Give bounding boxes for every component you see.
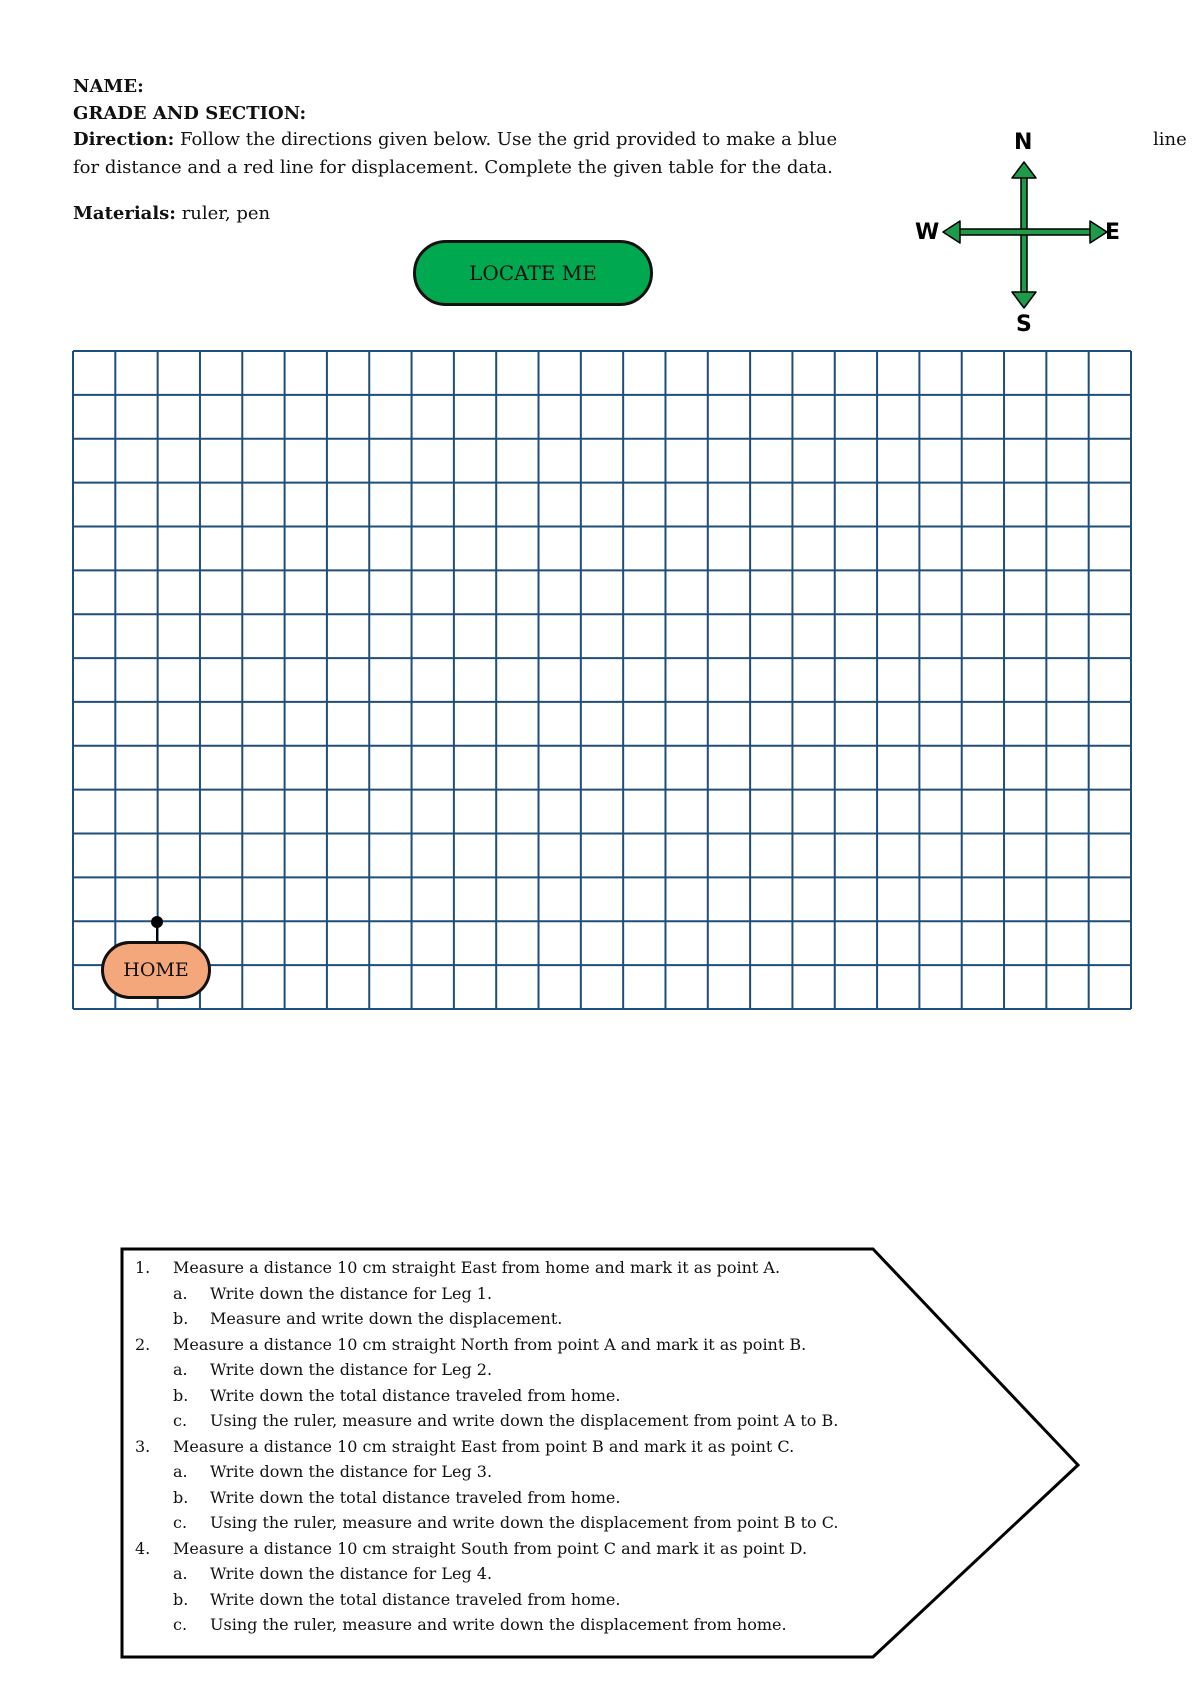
substep-letter: c. [173, 1615, 188, 1634]
direction-label: Direction: [73, 129, 175, 150]
substep-text: Write down the distance for Leg 3. [210, 1462, 493, 1481]
instruction-step [135, 1434, 895, 1460]
substep-letter: a. [173, 1360, 188, 1379]
grade-section-label: GRADE AND SECTION: [73, 103, 307, 124]
instruction-substep [135, 1459, 895, 1485]
substep-letter: c. [173, 1513, 188, 1532]
east-label: E [1105, 220, 1121, 245]
home-connector-line [156, 926, 158, 941]
substep-text: Using the ruler, measure and write down the displacement from home. [210, 1615, 787, 1634]
name-label: NAME: [73, 76, 144, 97]
west-label: W [915, 220, 940, 245]
instruction-substep [135, 1281, 895, 1307]
substep-letter: b. [173, 1487, 189, 1507]
substep-text: Write down the distance for Leg 1. [210, 1283, 493, 1303]
substep-text: Using the ruler, measure and write down the displacement from point A to B. [210, 1411, 839, 1430]
plotting-grid [71, 349, 1133, 1011]
instruction-step [135, 1255, 895, 1281]
materials-line [73, 203, 270, 225]
substep-text: Measure and write down the displacement. [210, 1309, 563, 1328]
instruction-substep [135, 1357, 895, 1383]
step-text: Measure a distance 10 cm straight East from home and mark it as point A. [173, 1258, 781, 1277]
substep-letter: b. [173, 1385, 189, 1405]
substep-text: Write down the distance for Leg 2. [210, 1360, 493, 1379]
step-number: 3. [135, 1436, 151, 1456]
instruction-substep [135, 1561, 895, 1587]
instructions-list [135, 1255, 895, 1638]
instruction-substep [135, 1587, 895, 1613]
south-label: S [1016, 312, 1032, 337]
instruction-substep [135, 1383, 895, 1409]
instruction-substep [135, 1485, 895, 1511]
step-number: 1. [135, 1258, 151, 1277]
compass-rose [910, 120, 1120, 344]
direction-text-2: for distance and a red line for displacement. Complete the given table for the data. [73, 157, 833, 178]
instruction-substep [135, 1612, 895, 1638]
substep-letter: b. [173, 1589, 189, 1609]
substep-letter: b. [173, 1309, 189, 1328]
substep-text: Write down the total distance traveled from home. [210, 1589, 621, 1609]
home-button[interactable]: HOME [101, 941, 211, 999]
step-text: Measure a distance 10 cm straight East from point B and mark it as point C. [173, 1436, 795, 1456]
substep-letter: c. [173, 1411, 188, 1430]
instruction-substep [135, 1408, 895, 1434]
locate-me-button[interactable]: LOCATE ME [413, 240, 653, 306]
substep-letter: a. [173, 1564, 188, 1583]
direction-text-1: Follow the directions given below. Use the grid provided to make a blue [179, 129, 838, 150]
direction-text-1-end: line [1153, 129, 1187, 150]
substep-letter: a. [173, 1462, 188, 1481]
instruction-step [135, 1536, 895, 1562]
substep-letter: a. [173, 1283, 188, 1303]
step-number: 2. [135, 1334, 151, 1354]
north-label: N [1014, 130, 1033, 155]
instruction-substep [135, 1306, 895, 1332]
instruction-step [135, 1332, 895, 1358]
instruction-substep [135, 1510, 895, 1536]
substep-text: Write down the total distance traveled from home. [210, 1385, 621, 1405]
substep-text: Write down the distance for Leg 4. [210, 1564, 493, 1583]
step-text: Measure a distance 10 cm straight South from point C and mark it as point D. [173, 1538, 808, 1558]
step-number: 4. [135, 1538, 151, 1558]
substep-text: Using the ruler, measure and write down the displacement from point B to C. [210, 1513, 839, 1532]
materials-text: ruler, pen [181, 203, 271, 224]
materials-label: Materials: [73, 203, 176, 224]
direction-line [73, 129, 868, 151]
substep-text: Write down the total distance traveled from home. [210, 1487, 621, 1507]
step-text: Measure a distance 10 cm straight North from point A and mark it as point B. [173, 1334, 807, 1354]
